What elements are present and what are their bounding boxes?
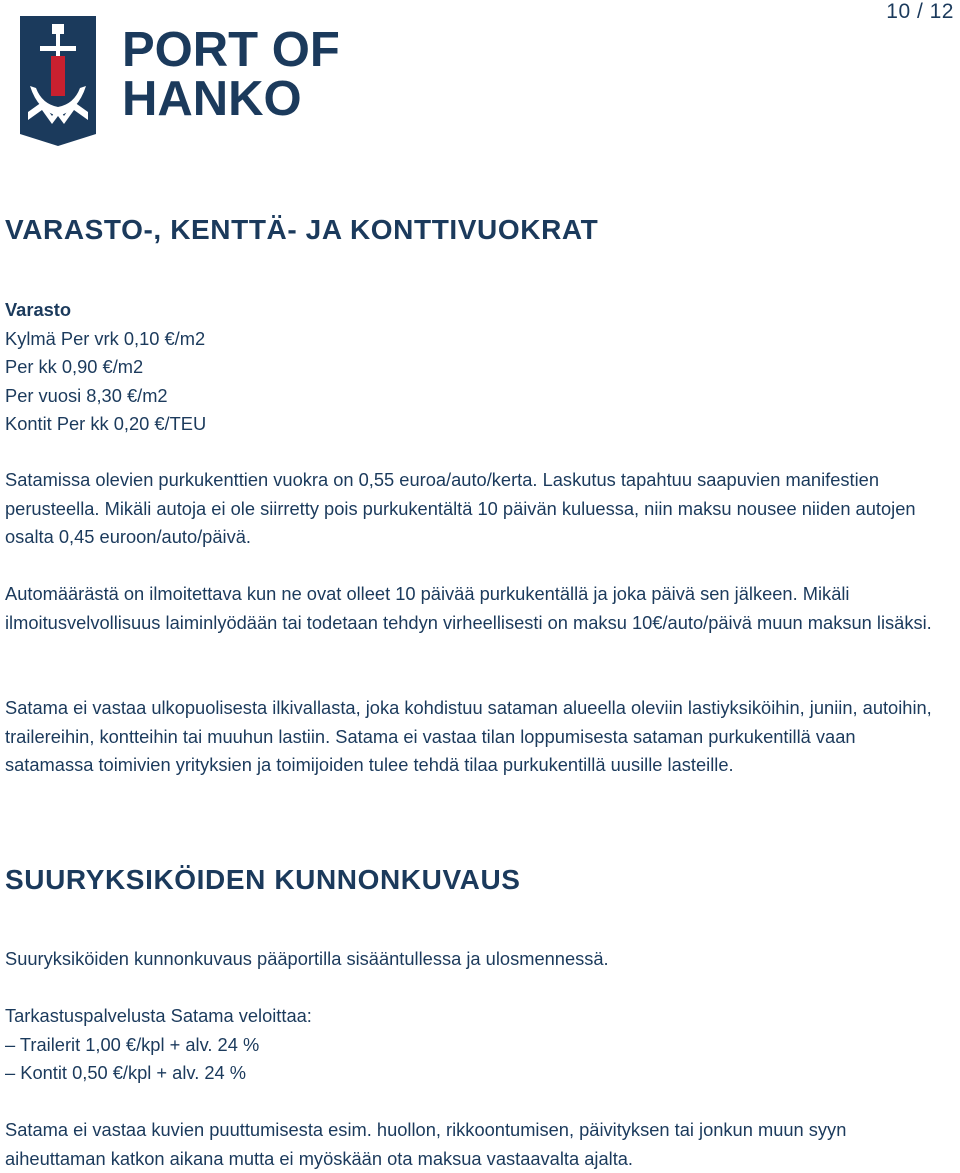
port-of-hanko-logo bbox=[18, 16, 363, 146]
anchor-shield-icon bbox=[18, 16, 98, 146]
paragraph-text: Satamissa olevien purkukenttien vuokra on 0,55 euroa/auto/kerta. Laskutus tapahtuu saapuvien manifestien perusteella. Mikäli autoja ei ole siirretty pois purkukentältä 10 päivän kuluessa, niin maksu nousee niiden autojen osalta 0,45 euroon/auto/päivä. bbox=[5, 469, 916, 547]
rate-line: Per vuosi 8,30 €/m2 bbox=[5, 384, 168, 406]
storage-rates bbox=[5, 296, 940, 439]
page-number: 10 / 12 bbox=[886, 0, 954, 23]
section-heading-condition-survey: SUURYKSIKÖIDEN KUNNONKUVAUS bbox=[5, 864, 521, 895]
rate-line: Per kk 0,90 €/m2 bbox=[5, 356, 144, 377]
paragraph-text: Satama ei vastaa ulkopuolisesta ilkivallasta, joka kohdistuu sataman alueella oleviin lastiyksiköihin, juniin, autoihin, trailereihin, kontteihin tai muuhun lastiin. Satama ei vastaa tilan loppumisesta sataman purkukentillä vaan satamassa toimivien yrityksien ja toimijoiden tulee tehdä tilaa purkukentillä uusille lasteille. bbox=[5, 697, 932, 775]
paragraph-unloading-fields bbox=[5, 466, 940, 552]
logo-line-1: PORT OF bbox=[122, 23, 340, 77]
paragraph-text: Automäärästä on ilmoitettava kun ne ovat olleet 10 päivää purkukentällä ja joka päivä sen jälkeen. Mikäli ilmoitusvelvollisuus laiminlyödään tai todetaan tehdyn virheellisesti on maksu 10€/auto/päivä muun maksun lisäksi. bbox=[5, 583, 932, 633]
paragraph-text: Suuryksiköiden kunnonkuvaus pääportilla sisääntullessa ja ulosmennessä. bbox=[5, 948, 609, 969]
paragraph-disclaimer bbox=[5, 1116, 940, 1173]
condition-survey-intro bbox=[5, 945, 940, 974]
rate-line: Kylmä Per vrk 0,10 €/m2 bbox=[5, 327, 206, 349]
fee-line: – Trailerit 1,00 €/kpl + alv. 24 % bbox=[5, 1033, 260, 1055]
inspection-fees bbox=[5, 1002, 940, 1088]
fees-title: Tarkastuspalvelusta Satama veloittaa: bbox=[5, 1005, 312, 1026]
rate-line: Kontit Per kk 0,20 €/TEU bbox=[5, 413, 207, 434]
subheading-varasto: Varasto bbox=[5, 299, 72, 320]
logo-wordmark bbox=[122, 23, 340, 126]
paragraph-car-count-notice bbox=[5, 580, 940, 637]
section-heading-storage: VARASTO-, KENTTÄ- JA KONTTIVUOKRAT bbox=[5, 214, 599, 245]
logo-line-2: HANKO bbox=[122, 72, 302, 126]
fee-line: – Kontit 0,50 €/kpl + alv. 24 % bbox=[5, 1062, 247, 1083]
paragraph-liability bbox=[5, 694, 940, 780]
paragraph-text: Satama ei vastaa kuvien puuttumisesta esim. huollon, rikkoontumisen, päivityksen tai jonkun muun syyn aiheuttaman katkon aikana mutta ei myöskään ota maksua vastaavalta ajalta. bbox=[5, 1119, 847, 1169]
